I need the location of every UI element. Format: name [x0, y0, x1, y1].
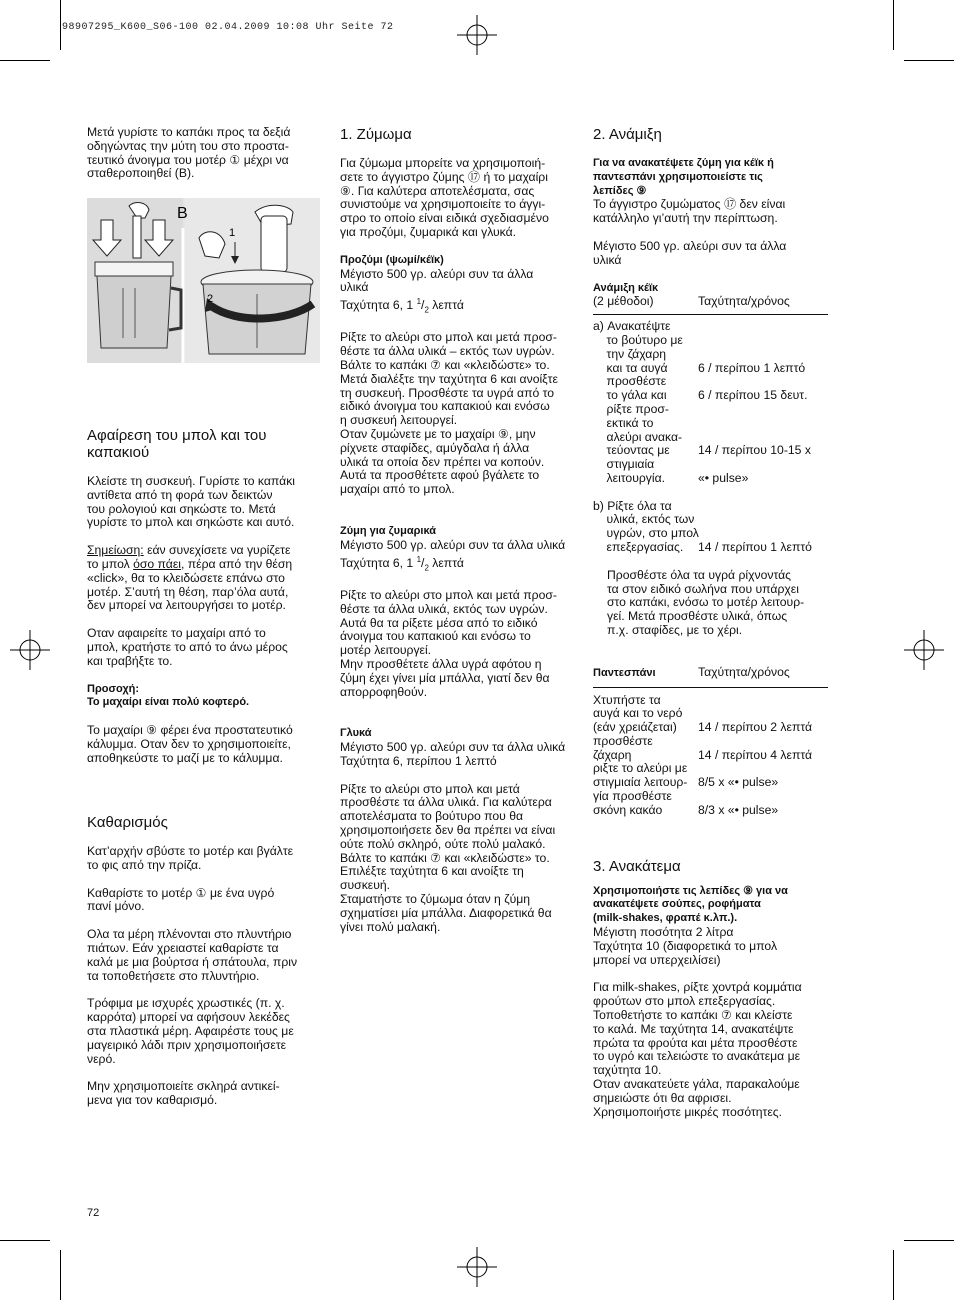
text-line: συνιστούμε να χρησιμοποιείτε το άγγι-	[340, 197, 546, 212]
table-cell-step: αυγά και το νερό	[593, 706, 683, 721]
text-line: τευτικό άνοιγμα του μοτέρ ① μέχρι να	[87, 152, 289, 167]
yeast-dough-speed: Ταχύτητα 6, 1 $^1/_2$ λεπτά	[340, 297, 464, 315]
table-cell-step: το βούτυρο με	[593, 332, 683, 347]
text-line: Οταν ανακατεύετε γάλα, παρακαλούμε	[593, 1077, 800, 1092]
text-line: καλά με μια βούρτσα ή σπάτουλα, πριν	[87, 954, 298, 969]
table-row	[593, 403, 828, 417]
sponge-table-header: Παντεσπάνι Ταχύτητα/χρόνος	[593, 664, 790, 679]
text-line: Οταν αφαιρείτε το μαχαίρι από το	[87, 626, 266, 641]
text-line: δεν μπορεί να λειτουργήσει το μοτέρ.	[87, 598, 286, 613]
blending-bold-intro	[593, 885, 828, 926]
sweets-instructions	[340, 783, 580, 935]
table-cell-step: a) Ανακατέψτε	[593, 319, 671, 334]
sweets-heading: Γλυκά	[340, 727, 372, 740]
cleaning-paragraph-5	[87, 1080, 322, 1108]
table-cell-step: (εάν χρειάζεται)	[593, 720, 677, 735]
table-row	[593, 458, 828, 472]
text-line: μπορεί να υπερχειλίσει)	[593, 952, 721, 967]
text-line: Χρησιμοποιήστε μικρές ποσότητες.	[593, 1104, 783, 1119]
registration-mark-bottom	[457, 1247, 497, 1287]
text-line: ταχύτητα 10.	[593, 1063, 662, 1078]
svg-text:2: 2	[207, 293, 214, 305]
text-line: Το μαχαίρι ⑨ φέρει ένα προστατευτικό	[87, 723, 293, 738]
table-cell-step: b) Ρίξτε όλα τα	[593, 498, 672, 513]
cleaning-paragraph-2	[87, 887, 322, 915]
text-line: (milk-shakes, φραπέ κ.λπ.).	[593, 912, 738, 925]
text-line: Μετά διαλέξτε την ταχύτητα 6 και ανοίξτε	[340, 371, 558, 386]
mixing-hook-note	[593, 198, 828, 226]
text-line: παντεσπάνι χρησιμοποιείστε τις	[593, 170, 763, 183]
table-cell-speed: 6 / περίπου 15 δευτ.	[698, 388, 808, 403]
column-1	[87, 126, 322, 181]
text-line: μοτέρ. Σ’αυτή τη θέση, παρ’όλα αυτά,	[87, 584, 289, 599]
text-line: άνοιγμα του καπακιού και ενόσω το	[340, 629, 531, 644]
text-line: τα στον ειδικό σωλήνα που υπάρχει	[607, 581, 799, 596]
text-line: Χρησιμοποιήστε τις λεπίδες ⑨ για να	[593, 884, 788, 897]
mixing-quantity	[593, 240, 828, 268]
table-row	[593, 790, 828, 804]
text-line: αντίθετα από τη φορά των δεικτών	[87, 487, 273, 502]
text-line: γυρίστε το μπολ και σηκώστε και αυτό.	[87, 515, 295, 530]
cleaning-paragraph-1	[87, 845, 322, 873]
text-line: Τοποθετήστε το καπάκι ⑦ και κλείστε	[593, 1008, 793, 1023]
text-line: υλικά τα οποία δεν πρέπει να κοπούν.	[340, 454, 545, 469]
table-cell-speed: 14 / περίπου 2 λεπτά	[698, 720, 813, 735]
registration-mark-top	[457, 15, 497, 55]
text-line: Το μαχαίρι είναι πολύ κοφτερό.	[87, 696, 250, 709]
text-line: υλικά	[340, 280, 369, 295]
intro-paragraph	[87, 126, 322, 181]
text-line: μενα για τον καθαρισμό.	[87, 1093, 218, 1108]
text-line: προσθέστε τα άλλα υλικά. Για καλύτερα	[340, 795, 552, 810]
text-line: χρησιμοποιήσετε δεν θα πρέπει να είναι	[340, 823, 556, 838]
cleaning-section	[87, 814, 322, 1108]
text-line: Κλείστε τη συσκευή. Γυρίστε το καπάκι	[87, 474, 296, 488]
text-line: Σταματήστε το ζύμωμα όταν η ζύμη	[340, 892, 531, 907]
table-cell-step: εκτικά το	[593, 415, 654, 430]
text-line: ούτε πολύ σκληρό, ούτε πολύ μαλακό.	[340, 836, 546, 851]
text-line: αποτελέσματα το βούτυρο που θα	[340, 809, 524, 824]
text-line: Μην προσθέτετε άλλα υγρά αφότου η	[340, 656, 542, 671]
table-cell-step: προσθέστε	[593, 374, 667, 389]
yeast-dough-quantity	[340, 268, 580, 296]
table-cell-speed: 14 / περίπου 10-15 x	[698, 443, 811, 458]
table-cell-step: γία προσθέστε	[593, 789, 672, 804]
text-line: Ρίξτε το αλεύρι στο μπολ και μετά προσ-	[340, 330, 557, 345]
text-line: πανί μόνο.	[87, 899, 145, 914]
blending-title: 3. Ανακάτεμα	[593, 857, 681, 875]
table-cell-step: στιγμιαία λειτουρ-	[593, 775, 688, 790]
text-line: θέστε τα άλλα υλικά – εκτός των υγρών.	[340, 344, 555, 359]
svg-text:1: 1	[229, 227, 236, 239]
text-line: το υγρό και τελειώστε το ανακάτεμα με	[593, 1049, 801, 1064]
text-line: σταθεροποιηθεί (B).	[87, 166, 195, 181]
table-cell-step: σκόνη κακάο	[593, 802, 663, 817]
knife-cover-paragraph	[87, 724, 322, 765]
table-row	[593, 749, 828, 763]
text-line: υλικά	[593, 252, 622, 267]
table-cell-step: προσθέστε	[593, 733, 653, 748]
table-row	[593, 320, 828, 334]
text-line: Τρόφιμα με ισχυρές χρωστικές (π. χ.	[87, 996, 285, 1011]
text-line: Ρίξτε το αλεύρι στο μπολ και μετά	[340, 781, 520, 796]
text-line: νερό.	[87, 1051, 116, 1066]
registration-mark-right	[904, 630, 944, 670]
table-row	[593, 375, 828, 389]
removal-paragraph	[87, 475, 322, 530]
cleaning-paragraph-3	[87, 928, 322, 983]
table-cell-step: ζάχαρη	[593, 747, 632, 762]
text-line: στο καπάκι, ενόσω το μοτέρ λειτουρ-	[607, 595, 805, 610]
cake-note	[593, 569, 828, 638]
cake-table-header: Ανάμιξη κέϊκ (2 μέθοδοι) Ταχύτητα/χρόνος	[593, 281, 790, 309]
kneading-title: 1. Ζύμωμα	[340, 126, 412, 143]
text-line: Για ζύμωμα μπορείτε να χρησιμοποιή-	[340, 156, 546, 170]
text-line: μπολ, κρατήστε το από το άνω μέρος	[87, 639, 288, 654]
text-line: Κατ’αρχήν σβύστε το μοτέρ και βγάλτε	[87, 844, 294, 858]
warning-block	[87, 683, 322, 711]
text-line: Ρίξτε το αλεύρι στο μπολ και μετά προσ-	[340, 587, 557, 602]
table-cell-step: υλικά, εκτός των	[593, 512, 695, 527]
text-line: Για milk-shakes, ρίξτε χοντρά κομμάτια	[593, 980, 802, 995]
table-row	[593, 776, 828, 790]
text-line: τα τοποθετήσετε στο πλυντήριο.	[87, 968, 260, 983]
print-slug: 98907295_K600_S06-100 02.04.2009 10:08 Uhr Seite 72	[62, 22, 394, 33]
text-line: Μέγιστο 500 γρ. αλεύρι συν τα άλλα	[340, 266, 534, 281]
text-line: συσκευή.	[340, 878, 391, 893]
text-line: Οταν ζυμώνετε με το μαχαίρι ⑨, μην	[340, 427, 536, 442]
table-cell-step: αλεύρι ανακα-	[593, 429, 683, 444]
text-line: Μην χρησιμοποιείτε σκληρά αντικεί-	[87, 1079, 280, 1094]
table-cell-step: την ζάχαρη	[593, 346, 667, 361]
text-line: μαχαίρι από το μπολ.	[340, 482, 455, 497]
table-cell-step: λειτουργία.	[593, 470, 666, 485]
text-line: Καθαρίστε το μοτέρ ① με ένα υγρό	[87, 885, 275, 900]
table-cell-step: ριξτε το αλεύρι με	[593, 761, 688, 776]
text-line: Ταχύτητα 10 (διαφορετικά το μπολ	[593, 938, 778, 953]
text-line: απορροφηθούν.	[340, 684, 428, 699]
table-cell-step: επεξεργασίας.	[593, 539, 684, 554]
text-line: για προζύμι, ζυμαρικά και γλυκά.	[340, 224, 517, 239]
table-cell-step: ρίξτε προσ-	[593, 401, 669, 416]
note-paragraph: Σημείωση: εάν συνεχίσετε να γυρίζετε το μπολ όσο πάει, πέρα από την θέση «click», θα το κλειδώσετε επάνω στο μοτέρ. Σ’αυτή τη θέση, παρ’όλα αυτά, δεν μπορεί να λειτουργήσει το μοτέρ.	[87, 544, 322, 613]
table-row	[593, 348, 828, 362]
pasta-dough-quantity: Μέγιστο 500 γρ. αλεύρι συν τα άλλα υλικά	[340, 537, 566, 552]
page-number: 72	[87, 1207, 100, 1219]
text-line: στα πλαστικά μέρη. Αφαιρέστε τους με	[87, 1023, 294, 1038]
text-line: σετε το άγγιστρο ζύμης ⑰ ή το μαχαίρι	[340, 169, 548, 184]
removal-title	[87, 427, 322, 461]
text-line: ρίχνετε σταφίδες, αμύγδαλα ή άλλα	[340, 440, 530, 455]
table-row	[593, 541, 828, 555]
text-line: Βάλτε το καπάκι ⑦ και «κλειδώστε» το.	[340, 358, 550, 373]
table-row	[593, 417, 828, 431]
registration-mark-left	[10, 630, 50, 670]
table-cell-step: και τα αυγά	[593, 360, 668, 375]
text-line: θέστε τα άλλα υλικά, εκτός των υγρών.	[340, 601, 548, 616]
mixing-bold-intro	[593, 157, 828, 198]
text-line: Μέγιστο 500 γρ. αλεύρι συν τα άλλα υλικά	[340, 740, 566, 755]
table-row	[593, 527, 828, 541]
text-line: και τραβήξτε το.	[87, 653, 173, 668]
text-line: Ολα τα μέρη πλένονται στο πλυντήριο	[87, 927, 292, 942]
table-cell-step: τεύοντας με	[593, 443, 670, 458]
text-line: στρο το οποίο είναι ειδικά σχεδιασμένο	[340, 211, 549, 226]
text-line: Επιλέξτε ταχύτητα 6 και ανοίξτε τη	[340, 864, 524, 879]
text-line: λεπίδες ⑨	[593, 184, 647, 197]
yeast-dough-heading: Προζύμι (ψωμί/κέϊκ)	[340, 253, 444, 266]
kneading-intro	[340, 157, 580, 240]
text-line: φρούτων στο μπολ επεξεργασίας.	[593, 994, 776, 1009]
table-row	[593, 486, 828, 500]
table-cell-step: Χτυπήστε τα	[593, 692, 661, 707]
column-1-lower	[87, 427, 322, 766]
table-cell-step: στιγμιαία	[593, 457, 655, 472]
column-2	[340, 126, 580, 934]
table-row	[593, 472, 828, 486]
text-line: πρώτα τα φρούτα και μέτα προσθέστε	[593, 1035, 798, 1050]
text-line: Μέγιστο 500 γρ. αλεύρι συν τα άλλα	[593, 238, 787, 253]
table-cell-speed: 6 / περίπου 1 λεπτό	[698, 360, 806, 375]
mixing-title: 2. Ανάμιξη	[593, 126, 662, 143]
text-line: ειδικό άνοιγμα του καπακιού και ενόσω	[340, 399, 550, 414]
text-line: γεί. Μετά προσθέστε υλικά, όπως	[607, 609, 788, 624]
text-line: το φις από την πρίζα.	[87, 857, 202, 872]
table-cell-speed: 8/3 x «• pulse»	[698, 802, 779, 817]
pasta-dough-speed: Ταχύτητα 6, 1 $^1/_2$ λεπτά	[340, 554, 464, 573]
pasta-dough-instructions	[340, 589, 580, 699]
text-line: Για να ανακατέψετε ζύμη για κέϊκ ή	[593, 157, 774, 169]
table-row	[593, 444, 828, 458]
pasta-dough-heading: Ζύμη για ζυμαρικά	[340, 525, 436, 538]
table-row	[593, 721, 828, 735]
table-cell-speed: «• pulse»	[698, 470, 749, 485]
sweets-quantity	[340, 741, 580, 769]
table-row	[593, 804, 828, 818]
text-line: οδηγώντας την μύτη του στο προστα-	[87, 138, 289, 153]
text-line: Αυτά τα προσθέτετε αφού βγάλετε το	[340, 468, 540, 483]
text-line: αποθηκεύστε το μαζί με το κάλυμμα.	[87, 750, 283, 765]
text-line: σημειώστε ότι θα αφρισει.	[593, 1090, 732, 1105]
text-line: Αφαίρεση του μπολ και του	[87, 427, 267, 444]
table-row	[593, 500, 828, 514]
table-row	[593, 431, 828, 445]
text-line: ζύμη έχει γίνει μία μπάλλα, γιατί δεν θα	[340, 670, 550, 685]
table-cell-speed: 14 / περίπου 4 λεπτά	[698, 747, 813, 762]
text-line: κάλυμμα. Οταν δεν το χρησιμοποιείτε,	[87, 736, 291, 751]
table-row	[593, 762, 828, 776]
text-line: ⑨. Για καλύτερα αποτελέσματα, σας	[340, 183, 535, 198]
table-row	[593, 389, 828, 403]
table-cell-step: υγρών, στο μπολ	[593, 526, 699, 541]
text-line: Μετά γυρίστε το καπάκι προς τα δεξιά	[87, 125, 291, 139]
text-line: Μέγιστη ποσότητα 2 λίτρα	[593, 925, 734, 940]
table-row	[593, 735, 828, 749]
table-row	[593, 707, 828, 721]
text-line: γίνει πολύ μαλακή.	[340, 919, 441, 934]
text-line: σχηματίσει μία μπάλλα. Διαφορετικά θα	[340, 905, 552, 920]
text-line: η συσκευή λειτουργεί.	[340, 413, 458, 428]
text-line: Προσθέστε όλα τα υγρά ρίχνοντάς	[607, 567, 792, 582]
text-line: ανακατέψετε σούπες, ροφήματα	[593, 898, 761, 911]
table-row	[593, 362, 828, 376]
text-line: καρρότα) μπορεί να αφήσουν λεκέδες	[87, 1010, 290, 1025]
text-line: Βάλτε το καπάκι ⑦ και «κλειδώστε» το.	[340, 850, 550, 865]
table-cell-step: το γάλα και	[593, 388, 667, 403]
blending-specs	[593, 926, 828, 967]
yeast-dough-instructions	[340, 331, 580, 497]
text-line: «click», θα το κλειδώσετε επάνω στο	[87, 570, 285, 585]
text-line: κατάλληλο γι’αυτή την περίπτωση.	[593, 211, 778, 226]
text-line: μαγειρικό λάδι πριν χρησιμοποιήσετε	[87, 1037, 287, 1052]
text-line: καπακιού	[87, 444, 150, 461]
knife-removal-paragraph	[87, 627, 322, 668]
text-line: τη συσκευή. Προσθέστε τα υγρά από το	[340, 385, 555, 400]
text-line: π.χ. σταφίδες, με το χέρι.	[607, 622, 743, 637]
table-cell-speed: 8/5 x «• pulse»	[698, 775, 779, 790]
cleaning-title: Καθαρισμός	[87, 814, 168, 831]
text-line: το καλά. Με ταχύτητα 14, ανακατέψτε	[593, 1021, 794, 1036]
cake-table	[593, 320, 828, 555]
table-row	[593, 694, 828, 708]
table-cell-speed: 14 / περίπου 1 λεπτό	[698, 539, 812, 554]
text-line: πιάτων. Εάν χρειαστεί καθαρίστε τα	[87, 940, 279, 955]
column-3	[593, 126, 828, 1119]
blending-instructions	[593, 981, 828, 1119]
assembly-figure	[87, 198, 320, 363]
text-line: Προσοχή:	[87, 682, 140, 695]
sponge-table	[593, 694, 828, 818]
text-line: Το άγγιστρο ζυμώματος ⑰ δεν είναι	[593, 197, 786, 212]
text-line: του ρολογιού και σηκώστε το. Μετά	[87, 501, 276, 516]
cleaning-paragraph-4	[87, 997, 322, 1066]
table-row	[593, 513, 828, 527]
svg-text:B: B	[177, 205, 188, 222]
table-row	[593, 334, 828, 348]
text-line: Ταχύτητα 6, περίπου 1 λεπτό	[340, 753, 497, 768]
text-line: Αυτά θα τα ρίξετε μέσα από το ειδικό	[340, 615, 538, 630]
text-line: μοτέρ λειτουργεί.	[340, 643, 432, 658]
